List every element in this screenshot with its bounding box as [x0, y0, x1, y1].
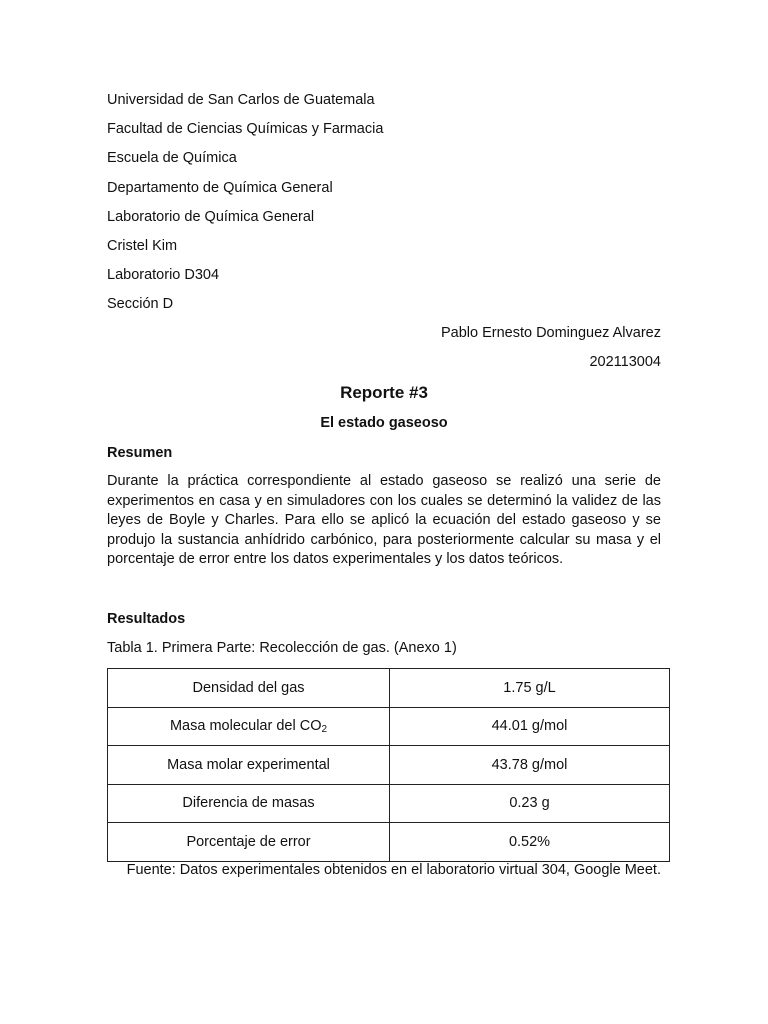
- table-source: Fuente: Datos experimentales obtenidos en el laboratorio virtual 304, Google Meet.: [126, 862, 661, 878]
- table-caption: Tabla 1. Primera Parte: Recolección de gas. (Anexo 1): [107, 640, 457, 656]
- table-cell-label: Diferencia de masas: [108, 784, 390, 823]
- table-row: [108, 784, 670, 823]
- header-university: Universidad de San Carlos de Guatemala: [107, 92, 375, 108]
- student-id: 202113004: [589, 354, 661, 370]
- table-cell-label: Porcentaje de error: [108, 823, 390, 862]
- table-cell-value: 44.01 g/mol: [390, 707, 670, 746]
- header-section: Sección D: [107, 296, 174, 312]
- summary-paragraph: Durante la práctica correspondiente al estado gaseoso se realizó una serie de experimentos en casa y en simuladores con los cuales se determinó la validez de las leyes de Boyle y Charles. Para ello se aplicó la ecuación del estado gaseoso y se produjo la sustancia anhídrido carbónico, para posteriormente calcular su masa y el porcentaje de error entre los datos experimentales y los datos teóricos.: [107, 473, 661, 567]
- header-department: Departamento de Química General: [107, 180, 333, 196]
- summary-heading: Resumen: [107, 445, 173, 461]
- table-cell-value: 1.75 g/L: [390, 669, 670, 708]
- report-title: Reporte #3: [340, 383, 428, 402]
- table-cell-label-text: Masa molecular del CO: [169, 717, 322, 734]
- table-cell-label: Masa molar experimental: [108, 746, 390, 785]
- header-instructor: Cristel Kim: [107, 238, 178, 254]
- header-laboratory: Laboratorio de Química General: [107, 209, 315, 225]
- table-row: [108, 823, 670, 862]
- header-faculty: Facultad de Ciencias Químicas y Farmacia: [107, 121, 384, 137]
- table-row: [108, 746, 670, 785]
- header-school: Escuela de Química: [107, 150, 237, 166]
- table-cell-value: 43.78 g/mol: [390, 746, 670, 785]
- table-cell-label: Densidad del gas: [108, 669, 390, 708]
- table-cell-value: 0.52%: [390, 823, 670, 862]
- results-heading: Resultados: [107, 611, 186, 627]
- table-row: [108, 707, 670, 746]
- table-cell-value: 0.23 g: [390, 784, 670, 823]
- results-table: [107, 668, 670, 862]
- subscript: 2: [321, 723, 328, 735]
- header-lab-code: Laboratorio D304: [107, 267, 220, 283]
- report-subtitle: El estado gaseoso: [320, 415, 448, 431]
- table-row: [108, 669, 670, 708]
- table-cell-label: [108, 707, 390, 746]
- author-name: Pablo Ernesto Dominguez Alvarez: [440, 325, 661, 341]
